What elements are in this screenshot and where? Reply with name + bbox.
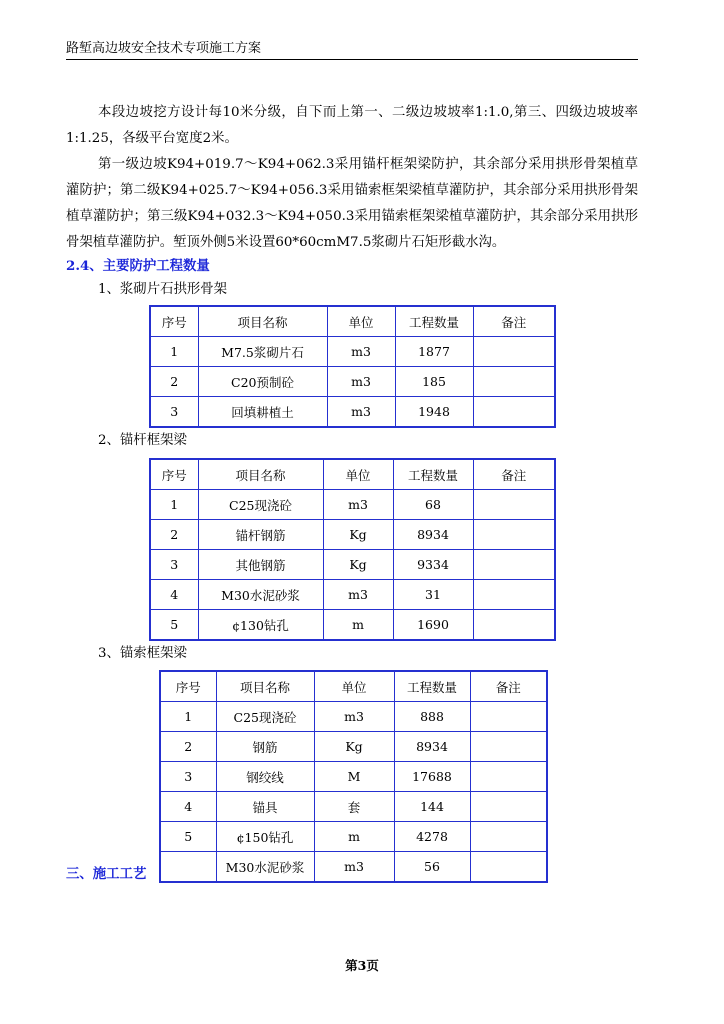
cell-unit: m (314, 822, 394, 852)
cell-no: 3 (150, 397, 198, 428)
table-row (160, 702, 547, 732)
cell-qty: 8934 (393, 520, 473, 550)
cell-unit: m3 (323, 580, 393, 610)
cell-unit: m3 (314, 852, 394, 883)
cell-item: 钢绞线 (216, 762, 314, 792)
table-row (160, 732, 547, 762)
table-row (150, 520, 555, 550)
cell-remark (470, 762, 547, 792)
cell-qty: 144 (394, 792, 470, 822)
cell-item: 回填耕植土 (198, 397, 327, 428)
col-header-qty: 工程数量 (394, 671, 470, 702)
cell-qty: 185 (395, 367, 473, 397)
cell-no: 2 (150, 367, 198, 397)
cell-item: M30水泥砂浆 (198, 580, 323, 610)
table-caption-anchor-cable-frame: 3、锚索框架梁 (98, 646, 187, 661)
cell-no: 5 (160, 822, 216, 852)
col-header-remark: 备注 (470, 671, 547, 702)
cell-qty: 31 (393, 580, 473, 610)
table-row (150, 367, 555, 397)
cell-no: 2 (160, 732, 216, 762)
cell-remark (470, 702, 547, 732)
cell-no: 2 (150, 520, 198, 550)
cell-qty: 8934 (394, 732, 470, 762)
col-header-qty: 工程数量 (395, 306, 473, 337)
cell-item: 锚具 (216, 792, 314, 822)
table-header-row (150, 306, 555, 337)
col-header-no: 序号 (160, 671, 216, 702)
cell-remark (473, 550, 555, 580)
cell-item: C25现浇砼 (198, 490, 323, 520)
table-row (160, 822, 547, 852)
cell-qty: 1948 (395, 397, 473, 428)
table-header-row (160, 671, 547, 702)
quantity-table-arch-skeleton (149, 305, 556, 428)
cell-no (160, 852, 216, 883)
page-number: 第3页 (345, 958, 379, 973)
cell-unit: m (323, 610, 393, 641)
cell-no: 4 (160, 792, 216, 822)
table-row (160, 852, 547, 883)
cell-no: 3 (160, 762, 216, 792)
cell-item: C20预制砼 (198, 367, 327, 397)
col-header-item: 项目名称 (198, 306, 327, 337)
table-row (150, 550, 555, 580)
cell-item: 钢筋 (216, 732, 314, 762)
cell-qty: 888 (394, 702, 470, 732)
cell-qty: 1877 (395, 337, 473, 367)
cell-remark (473, 610, 555, 641)
table-row (160, 792, 547, 822)
quantity-table-anchor-rod-frame (149, 458, 556, 641)
cell-qty: 17688 (394, 762, 470, 792)
cell-remark (473, 337, 555, 367)
cell-unit: Kg (323, 520, 393, 550)
col-header-unit: 单位 (323, 459, 393, 490)
cell-unit: Kg (314, 732, 394, 762)
cell-item: 锚杆钢筋 (198, 520, 323, 550)
cell-item: ¢130钻孔 (198, 610, 323, 641)
table-caption-anchor-rod-frame: 2、锚杆框架梁 (98, 433, 187, 448)
cell-unit: m3 (314, 702, 394, 732)
col-header-remark: 备注 (473, 306, 555, 337)
table-row (150, 610, 555, 641)
cell-qty: 4278 (394, 822, 470, 852)
cell-remark (473, 520, 555, 550)
cell-remark (473, 397, 555, 428)
col-header-item: 项目名称 (216, 671, 314, 702)
cell-unit: M (314, 762, 394, 792)
cell-item: C25现浇砼 (216, 702, 314, 732)
cell-unit: m3 (327, 397, 395, 428)
table-row (150, 580, 555, 610)
cell-no: 1 (150, 337, 198, 367)
cell-remark (473, 367, 555, 397)
paragraph-protection-scheme: 第一级边坡K94+019.7～K94+062.3采用锚杆框架梁防护，其余部分采用拱形骨架植草灌防护；第二级K94+025.7～K94+056.3采用锚索框架梁植草灌防护，其余部分采用拱形骨架植草灌防护；第三级K94+032.3～K94+050.3采用锚索框架梁植草灌防护，其余部分采用拱形骨架植草灌防护。堑顶外侧5米设置60*60cmM7.5浆砌片石矩形截水沟。 (66, 157, 638, 250)
cell-unit: m3 (327, 367, 395, 397)
table-header-row (150, 459, 555, 490)
table-row (150, 337, 555, 367)
col-header-qty: 工程数量 (393, 459, 473, 490)
section-heading-3: 三、施工工艺 (66, 866, 147, 882)
cell-qty: 9334 (393, 550, 473, 580)
cell-remark (470, 732, 547, 762)
col-header-unit: 单位 (327, 306, 395, 337)
paragraph-slope-grading: 本段边坡挖方设计每10米分级，自下而上第一、二级边坡坡率1:1.0,第三、四级边坡坡率1:1.25，各级平台宽度2米。 (66, 105, 638, 146)
cell-remark (473, 580, 555, 610)
table-row (150, 397, 555, 428)
page-header: 路堑高边坡安全技术专项施工方案 (66, 40, 638, 60)
col-header-remark: 备注 (473, 459, 555, 490)
cell-item: 其他钢筋 (198, 550, 323, 580)
col-header-item: 项目名称 (198, 459, 323, 490)
cell-unit: m3 (327, 337, 395, 367)
quantity-table-anchor-cable-frame (159, 670, 548, 883)
col-header-no: 序号 (150, 306, 198, 337)
section-heading-2-4: 2.4、主要防护工程数量 (66, 258, 210, 274)
cell-no: 1 (150, 490, 198, 520)
cell-remark (470, 852, 547, 883)
cell-no: 3 (150, 550, 198, 580)
cell-qty: 1690 (393, 610, 473, 641)
cell-no: 4 (150, 580, 198, 610)
cell-qty: 68 (393, 490, 473, 520)
cell-item: M7.5浆砌片石 (198, 337, 327, 367)
table-caption-arch-skeleton: 1、浆砌片石拱形骨架 (98, 282, 228, 297)
table-row (150, 490, 555, 520)
cell-no: 1 (160, 702, 216, 732)
cell-unit: m3 (323, 490, 393, 520)
col-header-unit: 单位 (314, 671, 394, 702)
table-row (160, 762, 547, 792)
cell-remark (470, 822, 547, 852)
cell-no: 5 (150, 610, 198, 641)
cell-item: ¢150钻孔 (216, 822, 314, 852)
cell-unit: Kg (323, 550, 393, 580)
cell-unit: 套 (314, 792, 394, 822)
cell-qty: 56 (394, 852, 470, 883)
cell-remark (470, 792, 547, 822)
cell-item: M30水泥砂浆 (216, 852, 314, 883)
cell-remark (473, 490, 555, 520)
col-header-no: 序号 (150, 459, 198, 490)
